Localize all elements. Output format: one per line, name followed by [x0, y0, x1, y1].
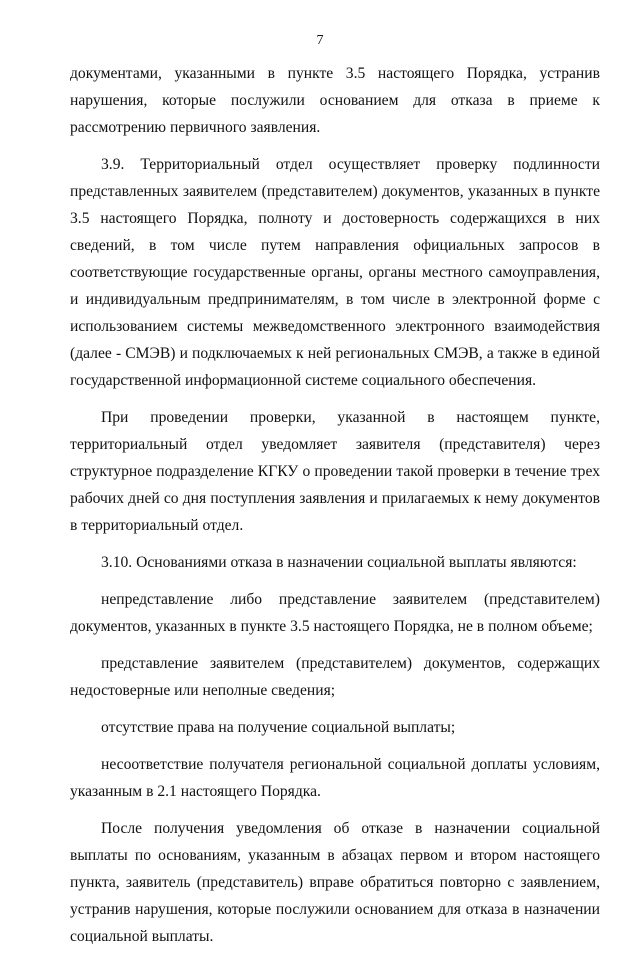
page-number: 7 [316, 33, 324, 48]
paragraph-reapply: После получения уведомления об отказе в назначении социальной выплаты по основаниям, указанным в абзацах первом и втором настоящего пункта, заявитель (представитель) вправе обратиться повторно с заявлением, устранив нарушения, которые послужили основанием для отказа в назначении социальной выплаты. [70, 820, 600, 945]
paragraph-3-10: 3.10. Основаниями отказа в назначении социальной выплаты являются: [101, 554, 577, 571]
paragraph-continuation: документами, указанными в пункте 3.5 настоящего Порядка, устранив нарушения, которые послужили основанием для отказа в приеме к рассмотрению первичного заявления. [70, 65, 600, 136]
refusal-ground-4: несоответствие получателя региональной социальной доплаты условиям, указанным в 2.1 настоящего Порядка. [70, 756, 600, 800]
paragraph-verification-notice: При проведении проверки, указанной в настоящем пункте, территориальный отдел уведомляет заявителя (представителя) через структурное подразделение КГКУ о проведении такой проверки в течение трех рабочих дней со дня поступления заявления и прилагаемых к нему документов в территориальный отдел. [70, 409, 600, 534]
paragraph-3-9: 3.9. Территориальный отдел осуществляет проверку подлинности представленных заявителем (представителем) документов, указанных в пункте 3.5 настоящего Порядка, полноту и достоверность содержащихся в них сведений, в том числе путем направления официальных запросов в соответствующие государственные органы, органы местного самоуправления, и индивидуальным предпринимателям, в том числе в электронной форме с использованием системы межведомственного электронного взаимодействия (далее - СМЭВ) и подключаемых к ней региональных СМЭВ, а также в единой государственной информационной системе социального обеспечения. [70, 156, 600, 389]
refusal-ground-3: отсутствие права на получение социальной выплаты; [101, 719, 456, 736]
document-body [70, 60, 600, 960]
refusal-ground-1: непредставление либо представление заявителем (представителем) документов, указанных в пункте 3.5 настоящего Порядка, не в полном объеме; [70, 591, 600, 635]
refusal-ground-2: представление заявителем (представителем) документов, содержащих недостоверные или неполные сведения; [70, 655, 600, 699]
